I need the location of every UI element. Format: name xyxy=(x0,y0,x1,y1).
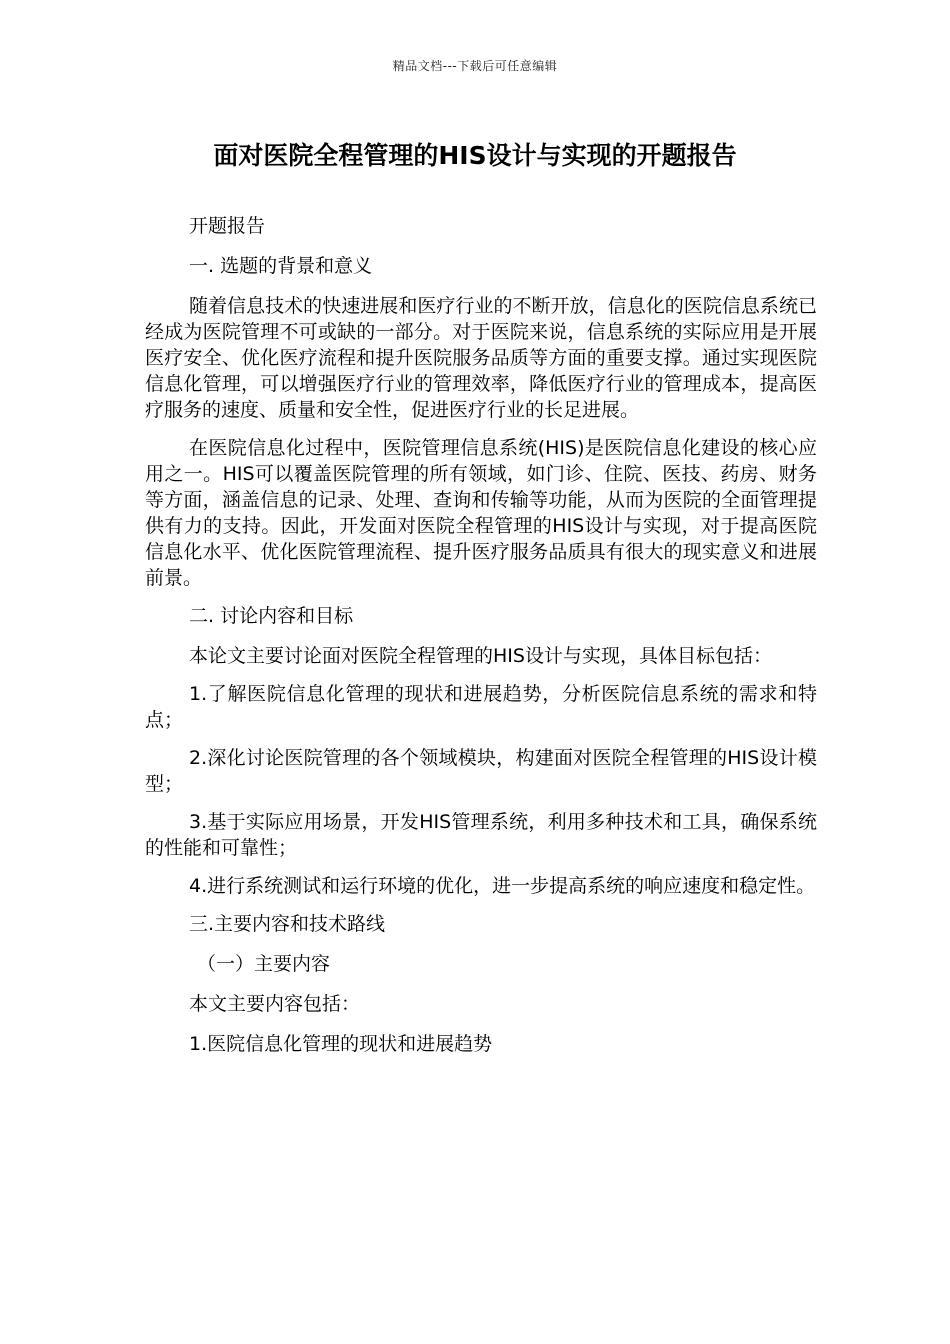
document-title: 面对医院全程管理的HIS设计与实现的开题报告 xyxy=(213,141,737,170)
document-body xyxy=(145,213,817,1071)
paragraph-background-1: 随着信息技术的快速进展和医疗行业的不断开放，信息化的医院信息系统已经成为医院管理不可或缺的一部分。对于医院来说，信息系统的实际应用是开展医疗安全、优化医疗流程和提升医院服务品质等方面的重要支撑。通过实现医院信息化管理，可以增强医疗行业的管理效率，降低医疗行业的管理成本，提高医疗服务的速度、质量和安全性，促进医疗行业的长足进展。 xyxy=(145,295,817,421)
goal-item-3: 3.基于实际应用场景，开发HIS管理系统，利用多种技术和工具，确保系统的性能和可靠性； xyxy=(145,811,817,859)
header-note: 精品文档---下载后可任意编辑 xyxy=(392,59,558,73)
paragraph-content-intro: 本文主要内容包括： xyxy=(189,993,361,1015)
section-heading-report: 开题报告 xyxy=(189,215,266,237)
subsection-heading-main-content: （一）主要内容 xyxy=(197,953,331,975)
section-heading-goals: 二. 讨论内容和目标 xyxy=(189,605,354,627)
section-heading-background: 一. 选题的背景和意义 xyxy=(189,255,373,277)
content-item-1: 1.医院信息化管理的现状和进展趋势 xyxy=(189,1033,493,1055)
goal-item-4: 4.进行系统测试和运行环境的优化，进一步提高系统的响应速度和稳定性。 xyxy=(189,875,816,897)
goal-item-2: 2.深化讨论医院管理的各个领域模块，构建面对医院全程管理的HIS设计模型； xyxy=(145,747,817,795)
section-heading-content: 三.主要内容和技术路线 xyxy=(189,913,386,935)
paragraph-background-2: 在医院信息化过程中，医院管理信息系统(HIS)是医院信息化建设的核心应用之一。HIS可以覆盖医院管理的所有领域，如门诊、住院、医技、药房、财务等方面，涵盖信息的记录、处理、查询和传输等功能，从而为医院的全面管理提供有力的支持。因此，开发面对医院全程管理的HIS设计与实现，对于提高医院信息化水平、优化医院管理流程、提升医疗服务品质具有很大的现实意义和进展前景。 xyxy=(145,437,817,589)
paragraph-goals-intro: 本论文主要讨论面对医院全程管理的HIS设计与实现，具体目标包括： xyxy=(189,645,772,667)
goal-item-1: 1.了解医院信息化管理的现状和进展趋势，分析医院信息系统的需求和特点； xyxy=(145,683,817,731)
